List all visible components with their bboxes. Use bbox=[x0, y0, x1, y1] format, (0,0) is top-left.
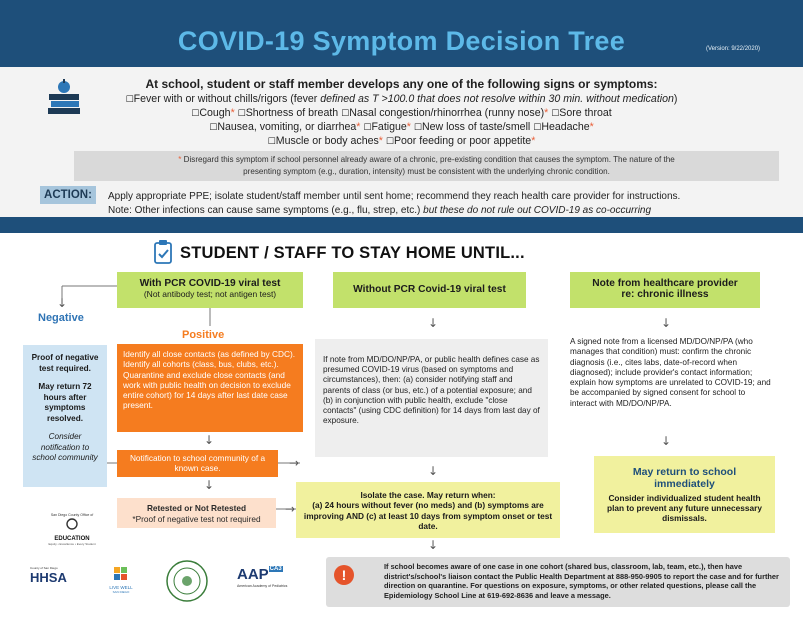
notification-box: Notification to school community of a known case. bbox=[117, 450, 278, 477]
asterisk-icon: * bbox=[544, 107, 549, 119]
aap-logo-sub-text: American Academy of Pediatrics bbox=[237, 584, 288, 588]
arrow-down-icon: ↓ bbox=[204, 433, 215, 447]
checkbox-icon: ☐ bbox=[533, 123, 542, 133]
education-logo-small-text: San Diego County Office of bbox=[50, 513, 94, 517]
isolate-title: Isolate the case. May return when: bbox=[360, 490, 496, 500]
healthcare-note-title-1: Note from healthcare provider bbox=[592, 278, 738, 289]
symptom-taste-loss: New loss of taste/smell bbox=[421, 121, 531, 133]
no-pcr-test-box: Without PCR Covid-19 viral test bbox=[333, 272, 526, 308]
arrow-down-icon: ↓ bbox=[661, 434, 672, 448]
arrow-down-icon: ↓ bbox=[204, 478, 215, 492]
version-label: (Version: 9/22/2020) bbox=[706, 46, 761, 52]
symptom-fever-definition: defined as T >100.0 that does not resolve within 30 min. without medication bbox=[320, 93, 674, 105]
alert-box: If school becomes aware of one case in one cohort (shared bus, classroom, lab, team, etc.), then have district's/school's liaison contact the Public Health Department at 888-950-9905 to report the case and for further direction on quarantine. For questions on exposure, symptoms, or other related questions, please call the Epidemiology School Line at 619-692-8636 and leave a message. bbox=[326, 557, 790, 607]
checkbox-icon: ☐ bbox=[191, 109, 200, 119]
checkbox-icon: ☐ bbox=[551, 109, 560, 119]
arrow-down-icon: ↓ bbox=[428, 316, 439, 330]
symptom-headache: Headache bbox=[541, 121, 590, 133]
checkbox-icon: ☐ bbox=[267, 137, 276, 147]
disregard-line-2: presenting symptom (e.g., duration, intensity) must be consistent with the underlying chronic condition. bbox=[243, 167, 610, 176]
arrow-right-icon: → bbox=[285, 502, 296, 516]
ca3-logo-text: CA3 bbox=[269, 566, 282, 572]
live-well-icon bbox=[114, 567, 128, 580]
arrow-down-icon: ↓ bbox=[428, 464, 439, 478]
negative-return-text: May return 72 hours after symptoms resolved. bbox=[38, 382, 92, 423]
symptom-sore-throat: Sore throat bbox=[559, 107, 612, 119]
education-logo-text: EDUCATION bbox=[54, 536, 90, 542]
symptom-fever-close: ) bbox=[673, 93, 678, 105]
positive-result-box: Identify all close contacts (as defined by CDC). Identify all cohorts (class, bus, clubs, etc.). Quarantine and exclude close contacts (and work with public health on decision to exclude entire cohort) for 14 days after last date case present. bbox=[117, 344, 303, 432]
aap-logo-text: AAP bbox=[237, 566, 269, 583]
action-note-italic: but these do not rule out COVID-19 as co-occurring bbox=[423, 205, 652, 216]
education-logo-icon bbox=[65, 517, 79, 531]
county-seal-icon bbox=[165, 559, 209, 603]
negative-label: Negative bbox=[38, 312, 84, 324]
checkbox-icon: ☐ bbox=[413, 123, 422, 133]
checkbox-icon: ☐ bbox=[385, 137, 394, 147]
symptom-congestion: Nasal congestion/rhinorrhea (runny nose) bbox=[349, 107, 545, 119]
checkbox-icon: ☐ bbox=[125, 95, 134, 105]
symptom-fatigue: Fatigue bbox=[371, 121, 407, 133]
retested-title: Retested or Not Retested bbox=[146, 503, 247, 513]
action-note-plain: Note: Other infections can cause same symptoms (e.g., flu, strep, etc.) bbox=[108, 205, 424, 216]
asterisk-icon: * bbox=[589, 121, 594, 133]
isolate-conditions: (a) 24 hours without fever (no meds) and (b) symptoms are improving AND (c) at least 10 days from symptom onset or test date. bbox=[303, 500, 553, 531]
symptom-muscle-aches: Muscle or body aches bbox=[275, 135, 379, 147]
arrow-down-icon: ↓ bbox=[661, 316, 672, 330]
arrow-down-icon: ↓ bbox=[57, 296, 68, 310]
action-text: Apply appropriate PPE; isolate student/staff member until sent home; recommend they reach health care provider for instructions. bbox=[108, 191, 681, 202]
positive-label: Positive bbox=[182, 329, 225, 341]
negative-result-box bbox=[23, 345, 107, 487]
asterisk-icon: * bbox=[378, 135, 383, 147]
negative-proof-text: Proof of negative test required. bbox=[31, 353, 99, 373]
retested-box bbox=[117, 498, 276, 528]
symptom-fever: Fever with or without chills/rigors (fever bbox=[133, 93, 321, 105]
asterisk-icon: * bbox=[230, 107, 235, 119]
arrow-down-icon: ↓ bbox=[428, 538, 439, 552]
live-well-sub-text: SAN DIEGO bbox=[112, 590, 130, 594]
retested-note: *Proof of negative test not required bbox=[132, 513, 261, 524]
return-to-school-box bbox=[594, 456, 775, 533]
symptoms-intro: At school, student or staff member develops any one of the following signs or symptoms: bbox=[145, 77, 658, 91]
checkbox-icon: ☐ bbox=[209, 123, 218, 133]
stay-home-title: STUDENT / STAFF TO STAY HOME UNTIL... bbox=[180, 244, 525, 262]
healthcare-note-title-2: re: chronic illness bbox=[621, 289, 709, 300]
return-to-school-title: May return to school immediately bbox=[632, 466, 737, 490]
asterisk-icon: * bbox=[356, 121, 361, 133]
symptom-shortness-of-breath: Shortness of breath bbox=[245, 107, 339, 119]
arrow-right-icon: → bbox=[289, 456, 300, 470]
aap-logo bbox=[237, 566, 301, 596]
symptom-nausea: Nausea, vomiting, or diarrhea bbox=[217, 121, 357, 133]
hhsa-logo-text: HHSA bbox=[30, 570, 67, 585]
disregard-line-1: Disregard this symptom if school personnel already aware of a chronic, pre-existing condition that causes the symptom. The nature of the bbox=[183, 155, 675, 164]
symptom-poor-feeding: Poor feeding or poor appetite bbox=[393, 135, 532, 147]
education-logo-tagline: Equity • Excellence • Every Student bbox=[48, 542, 96, 546]
healthcare-note-text: A signed note from a licensed MD/DO/NP/PA (who manages that condition) must: confirm the chronic diagnosis (i.e., cites labs, date-of-record when diagnosed); include provider's contact information; explain how symptoms are unrelated to COVID-19; and be accompanied by signed consent for school to interact with MD/DO/NP/PA. bbox=[570, 337, 771, 408]
live-well-logo bbox=[106, 567, 136, 597]
county-education-logo bbox=[44, 513, 100, 557]
checkbox-icon: ☐ bbox=[237, 109, 246, 119]
checkbox-icon: ☐ bbox=[363, 123, 372, 133]
pcr-test-subtitle: (Not antibody test; not antigen test) bbox=[143, 289, 277, 299]
isolate-box bbox=[296, 482, 560, 538]
hhsa-logo-small-text: County of San Diego bbox=[30, 566, 58, 570]
asterisk-icon: * bbox=[406, 121, 411, 133]
action-label: ACTION: bbox=[40, 186, 96, 204]
live-well-text: LIVE WELL bbox=[109, 585, 133, 590]
exclamation-icon: ! bbox=[334, 565, 354, 585]
asterisk-icon: * bbox=[178, 155, 182, 164]
symptom-cough: Cough bbox=[199, 107, 231, 119]
pcr-test-title: With PCR COVID-19 viral test bbox=[139, 278, 281, 289]
negative-consider-text: Consider notification to school community bbox=[32, 432, 98, 462]
return-to-school-text: Consider individualized student health plan to prevent any future unnecessary dismissals. bbox=[607, 493, 762, 524]
checkbox-icon: ☐ bbox=[341, 109, 350, 119]
hhsa-logo bbox=[30, 566, 92, 592]
asterisk-icon: * bbox=[531, 135, 536, 147]
no-pcr-instructions: If note from MD/DO/NP/PA, or public health defines case as presumed COVID-19 virus (based on symptoms and circumstances), then: (a) consider notifying staff and parents of class (or bus, etc.) of a potential exposure; and (b) in conjunction with public health, exclude "close contacts" (using CDC definition) for 14 days from last day of exposure. bbox=[315, 339, 548, 457]
page-title: COVID-19 Symptom Decision Tree bbox=[177, 26, 626, 56]
